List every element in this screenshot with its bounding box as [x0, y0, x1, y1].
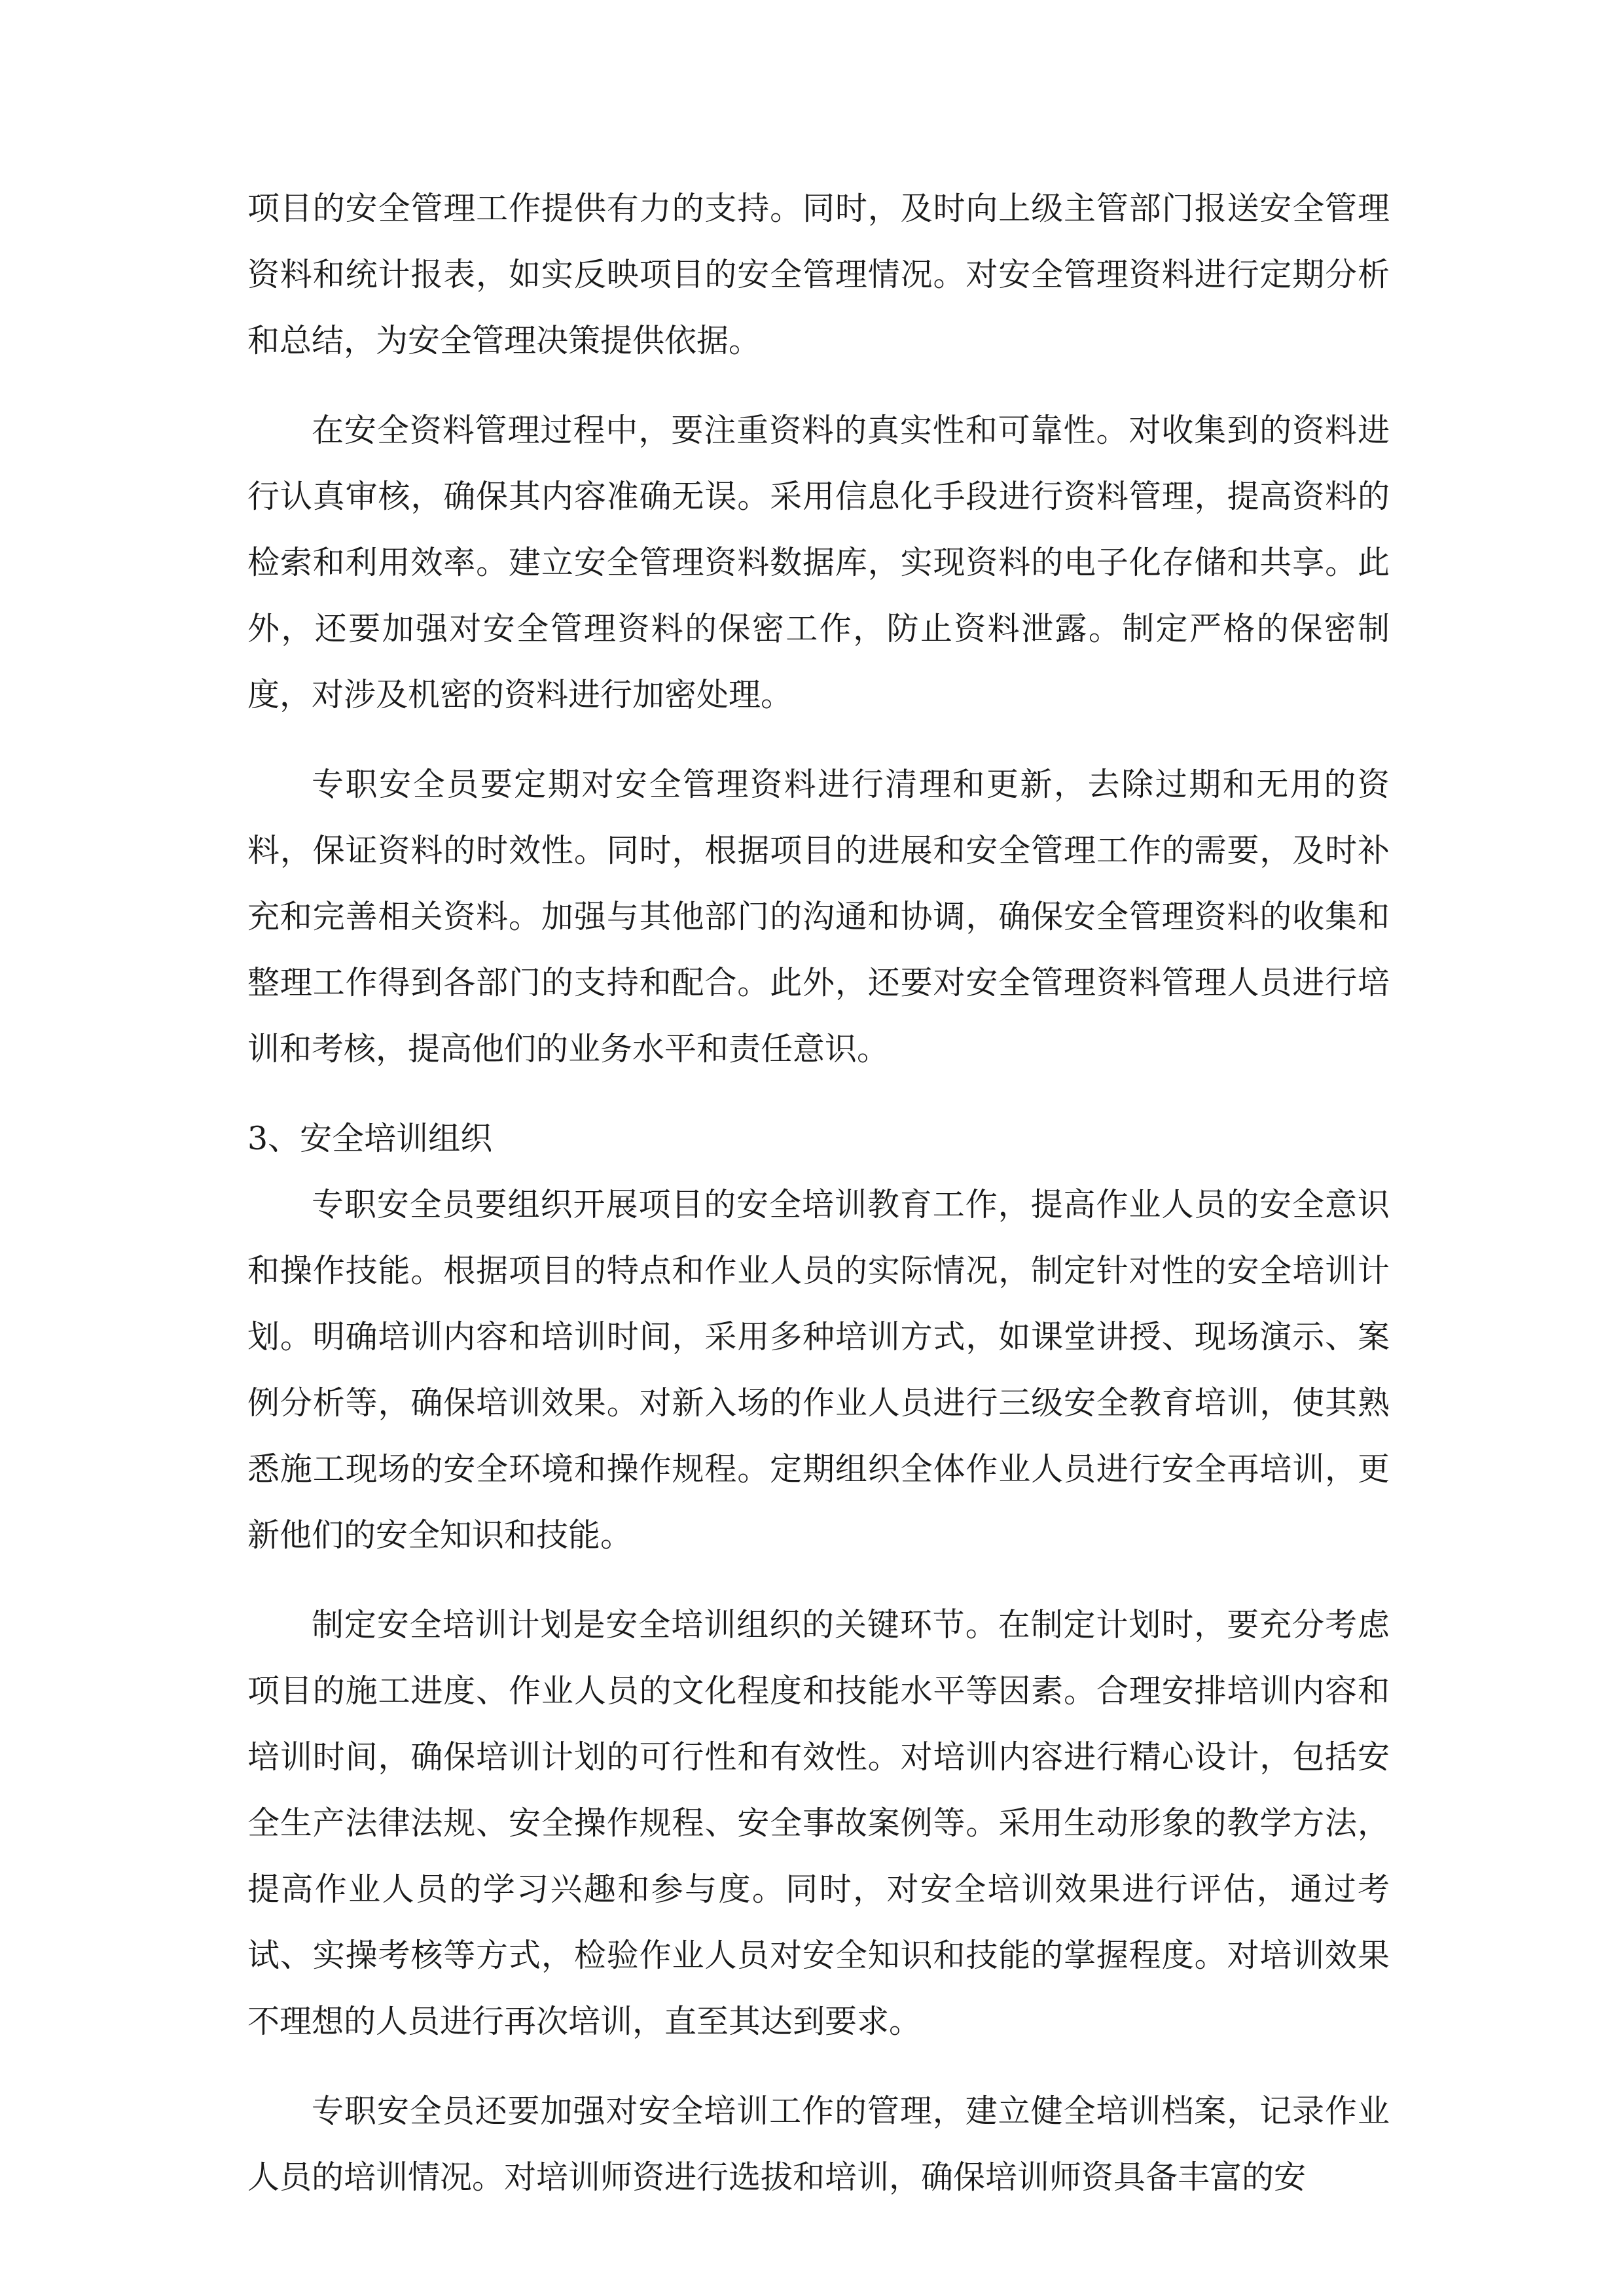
paragraph-data-updating: 专职安全员要定期对安全管理资料进行清理和更新，去除过期和无用的资料，保证资料的时效性。同时，根据项目的进展和安全管理工作的需要，及时补充和完善相关资料。加强与其他部门的沟通和协调，确保安全管理资料的收集和整理工作得到各部门的支持和配合。此外，还要对安全管理资料管理人员进行培训和考核，提高他们的业务水平和责任意识。 [247, 766, 1390, 1067]
paragraph-training-management: 专职安全员还要加强对安全培训工作的管理，建立健全培训档案，记录作业人员的培训情况。对培训师资进行选拔和培训，确保培训师资具备丰富的安 [247, 2092, 1390, 2196]
paragraph-training-plan: 制定安全培训计划是安全培训组织的关键环节。在制定计划时，要充分考虑项目的施工进度、作业人员的文化程度和技能水平等因素。合理安排培训内容和培训时间，确保培训计划的可行性和有效性。对培训内容进行精心设计，包括安全生产法律法规、安全操作规程、安全事故案例等。采用生动形象的教学方法，提高作业人员的学习兴趣和参与度。同时，对安全培训效果进行评估，通过考试、实操考核等方式，检验作业人员对安全知识和技能的掌握程度。对培训效果不理想的人员进行再次培训，直至其达到要求。 [247, 1606, 1390, 2040]
section-heading: 3、安全培训组织 [247, 1120, 493, 1157]
paragraph-data-accuracy: 在安全资料管理过程中，要注重资料的真实性和可靠性。对收集到的资料进行认真审核，确保其内容准确无误。采用信息化手段进行资料管理，提高资料的检索和利用效率。建立安全管理资料数据库，实现资料的电子化存储和共享。此外，还要加强对安全管理资料的保密工作，防止资料泄露。制定严格的保密制度，对涉及机密的资料进行加密处理。 [247, 412, 1390, 713]
document-page [247, 175, 1390, 2210]
paragraph-training-organize: 专职安全员要组织开展项目的安全培训教育工作，提高作业人员的安全意识和操作技能。根据项目的特点和作业人员的实际情况，制定针对性的安全培训计划。明确培训内容和培训时间，采用多种培训方式，如课堂讲授、现场演示、案例分析等，确保培训效果。对新入场的作业人员进行三级安全教育培训，使其熟悉施工现场的安全环境和操作规程。定期组织全体作业人员进行安全再培训，更新他们的安全知识和技能。 [247, 1186, 1390, 1554]
paragraph-continued: 项目的安全管理工作提供有力的支持。同时，及时向上级主管部门报送安全管理资料和统计报表，如实反映项目的安全管理情况。对安全管理资料进行定期分析和总结，为安全管理决策提供依据。 [247, 190, 1390, 359]
